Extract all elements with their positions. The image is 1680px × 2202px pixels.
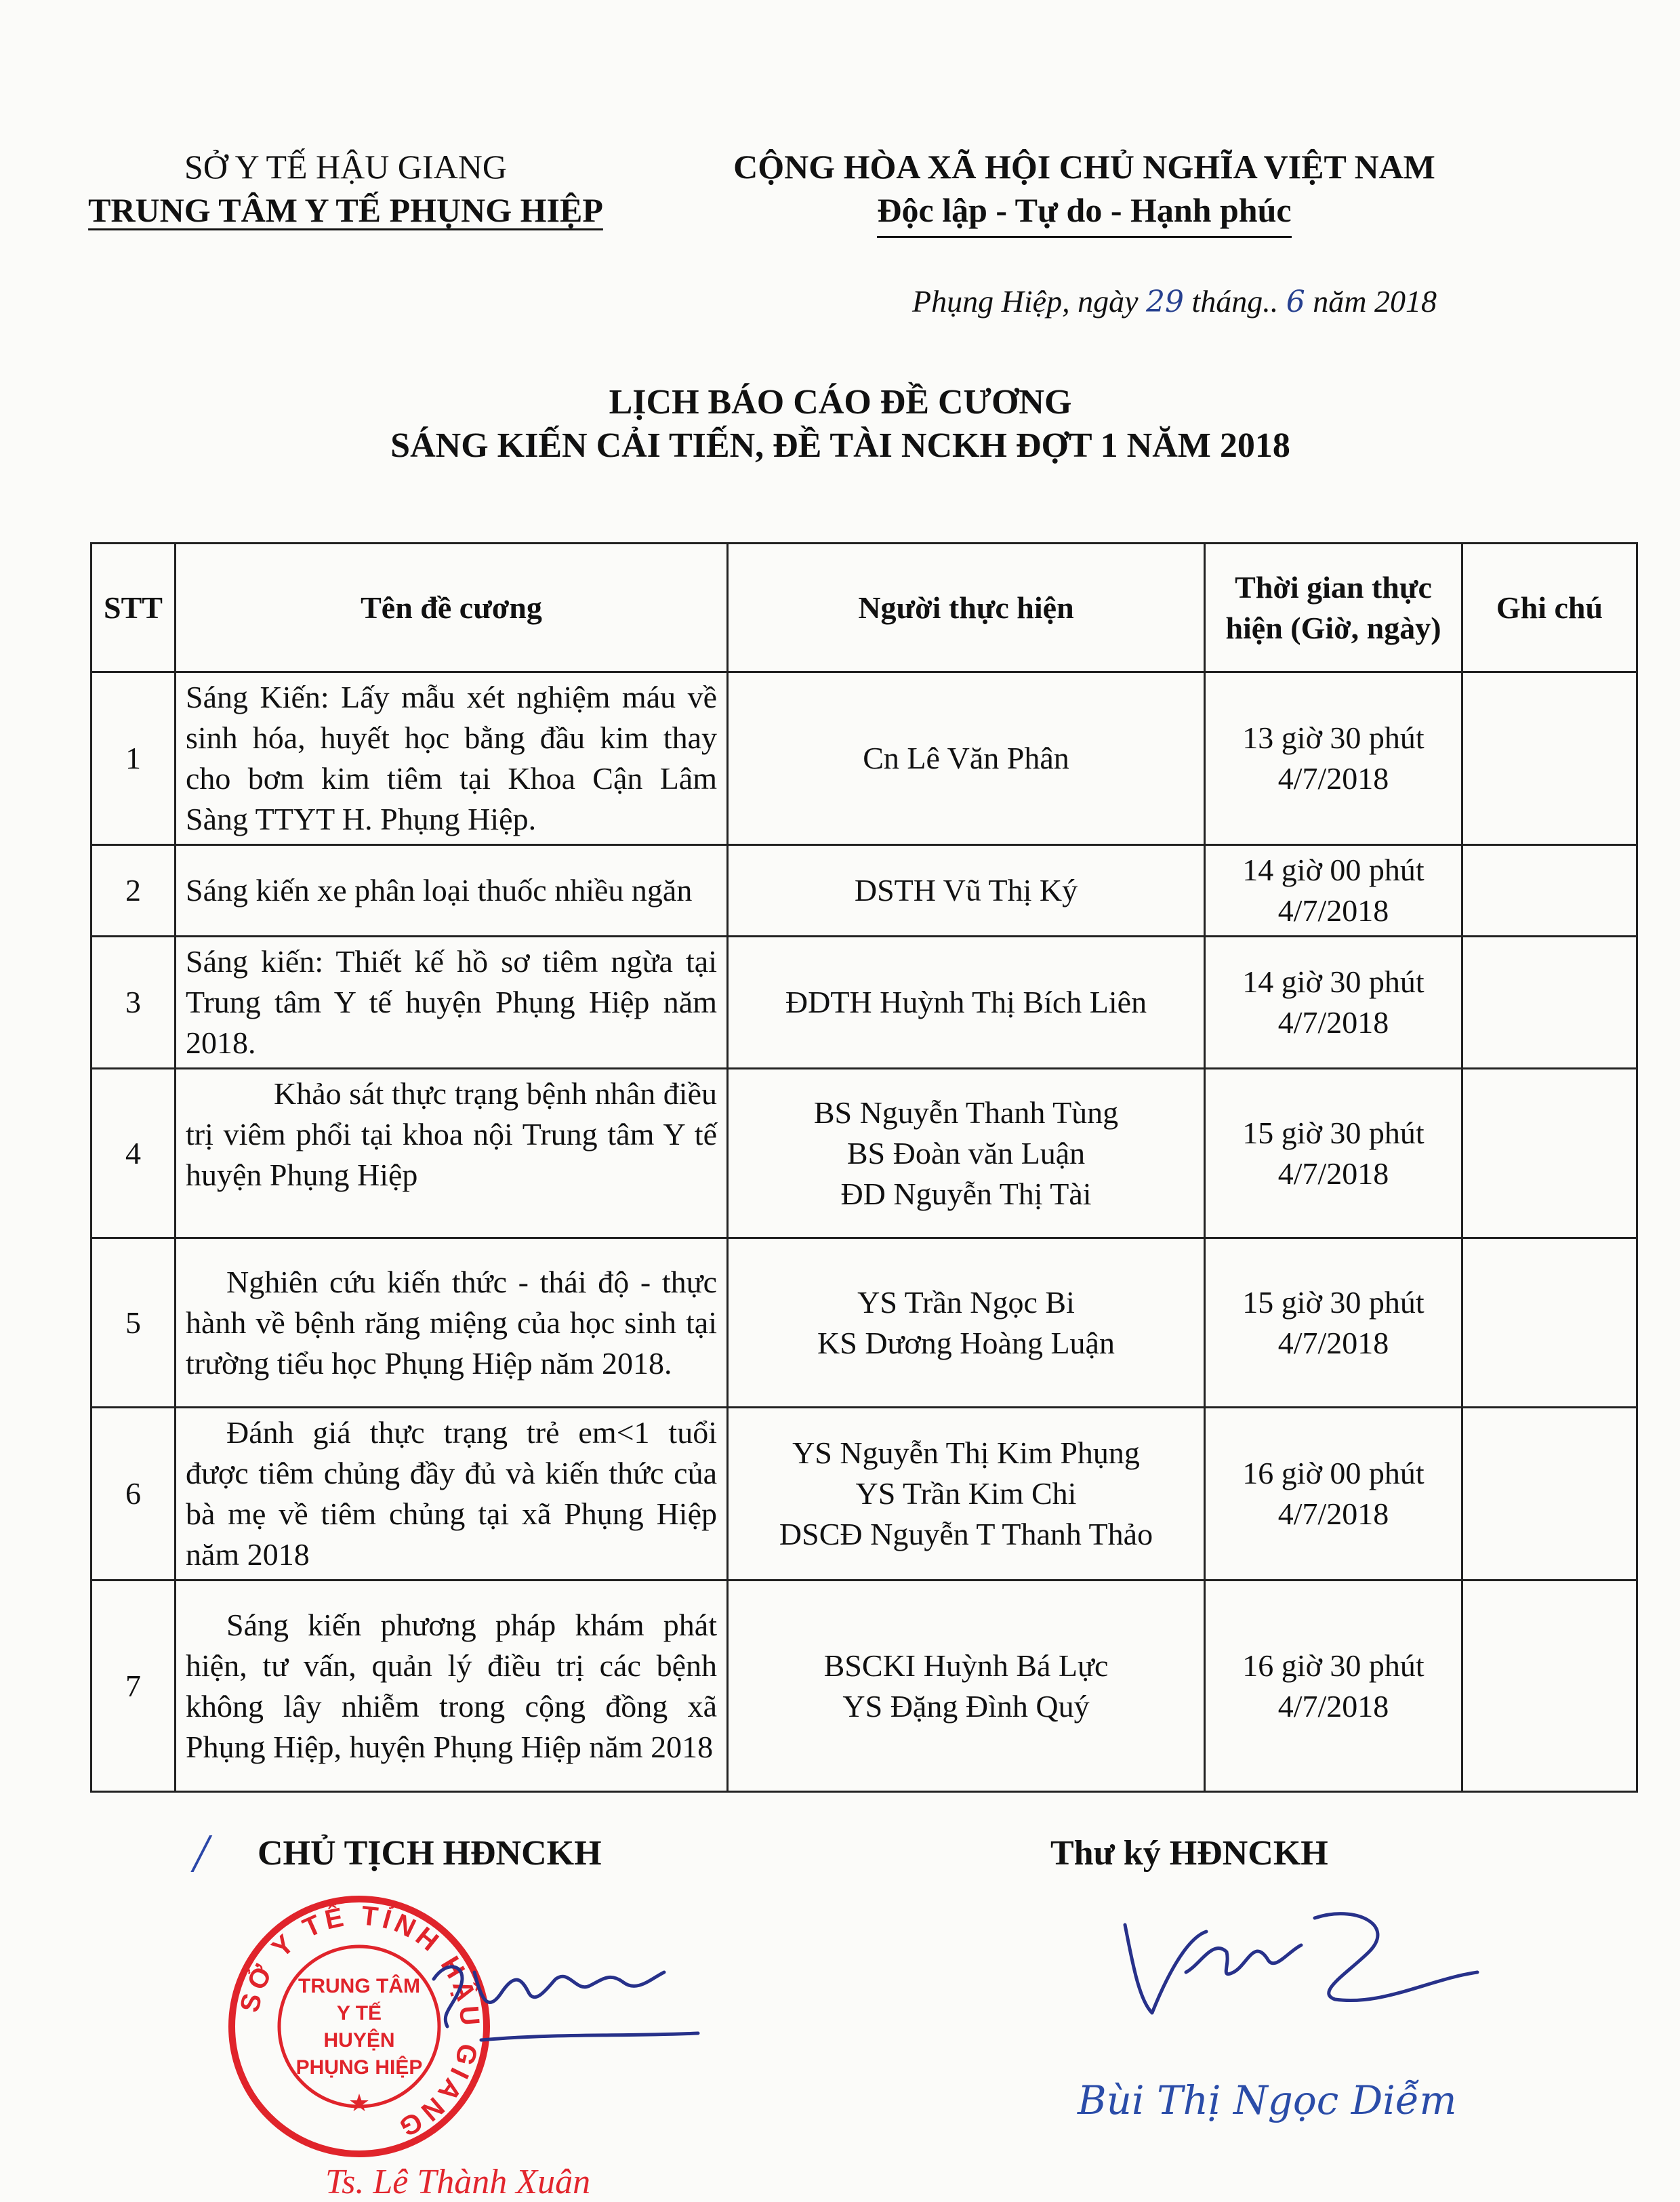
chair-title: CHỦ TỊCH HĐNCKH [258,1834,602,1873]
table-header-row [91,544,1637,672]
row-time: 15 giờ 30 phút 4/7/2018 [1205,1238,1462,1408]
row-title: Đánh giá thực trạng trẻ em<1 tuổi được tiêm chủng đầy đủ và kiến thức của bà mẹ về tiêm chủng tại xã Phụng Hiệp năm 2018 [176,1408,728,1581]
seal-line-3: HUYỆN [323,2029,395,2052]
row-note [1462,672,1637,845]
row-title: Khảo sát thực trạng bệnh nhân điều trị viêm phổi tại khoa nội Trung tâm Y tế huyện Phụng Hiệp [176,1069,728,1238]
row-stt: 1 [91,672,176,845]
table-row [91,1408,1637,1581]
row-stt: 3 [91,937,176,1069]
row-people: BSCKI Huỳnh Bá Lực YS Đặng Đình Quý [728,1581,1205,1792]
title-line-2: SÁNG KIẾN CẢI TIẾN, ĐỀ TÀI NCKH ĐỢT 1 NĂM 2018 [390,426,1290,465]
header-time: Thời gian thực hiện (Giờ, ngày) [1205,544,1462,672]
handwritten-day: 29 [1145,285,1184,319]
seal-ring-text: SỞ Y TẾ TỈNH HẬU GIANG [234,1900,485,2144]
header-stt: STT [91,544,176,672]
secretary-name: Bùi Thị Ngọc Diễm [1078,2077,1457,2123]
row-people: ĐDTH Huỳnh Thị Bích Liên [728,937,1205,1069]
table-row [91,1238,1637,1408]
row-stt: 4 [91,1069,176,1238]
org-name: TRUNG TÂM Y TẾ PHỤNG HIỆP [88,191,603,229]
row-time: 15 giờ 30 phút 4/7/2018 [1205,1069,1462,1238]
secretary-title: Thư ký HĐNCKH [1050,1834,1328,1873]
table-row [91,845,1637,937]
org-parent: SỞ Y TẾ HẬU GIANG [184,148,507,186]
table-row [91,672,1637,845]
row-note [1462,1581,1637,1792]
national-motto: Độc lập - Tự do - Hạnh phúc [637,188,1532,238]
table-row [91,1581,1637,1792]
bottom-partial-text: Ts. Lê Thành Xuân [325,2163,591,2201]
row-people: YS Trần Ngọc Bi KS Dương Hoàng Luận [728,1238,1205,1408]
row-stt: 5 [91,1238,176,1408]
secretary-signature [1111,1898,1491,2033]
row-time: 16 giờ 00 phút 4/7/2018 [1205,1408,1462,1581]
seal-line-1: TRUNG TÂM [298,1975,420,1997]
schedule-table [90,542,1638,1793]
row-time: 13 giờ 30 phút 4/7/2018 [1205,672,1462,845]
row-time: 16 giờ 30 phút 4/7/2018 [1205,1581,1462,1792]
row-title: Sáng kiến xe phân loại thuốc nhiều ngăn [176,845,728,937]
row-people: DSTH Vũ Thị Ký [728,845,1205,937]
row-note [1462,937,1637,1069]
seal-line-2: Y TẾ [336,2002,382,2024]
national-header [637,145,1532,238]
row-title: Sáng kiến: Thiết kế hồ sơ tiêm ngừa tại Trung tâm Y tế huyện Phụng Hiệp năm 2018. [176,937,728,1069]
handwritten-month: 6 [1286,285,1305,319]
seal-line-4: PHỤNG HIỆP [295,2056,423,2079]
row-stt: 7 [91,1581,176,1792]
row-time: 14 giờ 00 phút 4/7/2018 [1205,845,1462,937]
document-title [190,381,1491,468]
header-note: Ghi chú [1462,544,1637,672]
row-note [1462,1069,1637,1238]
row-note [1462,1238,1637,1408]
header-person: Người thực hiện [728,544,1205,672]
row-time: 14 giờ 30 phút 4/7/2018 [1205,937,1462,1069]
issuing-organization [54,145,637,232]
date-line: Phụng Hiệp, ngày 29 tháng.. 6 năm 2018 [912,284,1437,319]
row-people: BS Nguyễn Thanh Tùng BS Đoàn văn Luận ĐD Nguyễn Thị Tài [728,1069,1205,1238]
row-people: YS Nguyễn Thị Kim Phụng YS Trần Kim Chi DSCĐ Nguyễn T Thanh Thảo [728,1408,1205,1581]
row-title: Sáng kiến phương pháp khám phát hiện, tư vấn, quản lý điều trị các bệnh không lây nhiễm trong cộng đồng xã Phụng Hiệp, huyện Phụng Hiệp năm 2018 [176,1581,728,1792]
row-stt: 2 [91,845,176,937]
table-row [91,937,1637,1069]
row-people: Cn Lê Văn Phân [728,672,1205,845]
svg-text:★: ★ [348,2089,371,2117]
nation-name: CỘNG HÒA XÃ HỘI CHỦ NGHĨA VIỆT NAM [733,148,1435,186]
row-title: Sáng Kiến: Lấy mẫu xét nghiệm máu về sinh hóa, huyết học bằng đầu kim thay cho bơm kim tiêm tại Khoa Cận Lâm Sàng TTYT H. Phụng Hiệp. [176,672,728,845]
row-note [1462,1408,1637,1581]
row-title: Nghiên cứu kiến thức - thái độ - thực hành về bệnh răng miệng của học sinh tại trường tiểu học Phụng Hiệp năm 2018. [176,1238,728,1408]
title-line-1: LỊCH BÁO CÁO ĐỀ CƯƠNG [609,383,1072,422]
chair-signature [420,1932,705,2067]
row-note [1462,845,1637,937]
handwritten-mark: / [193,1824,209,1883]
header-name: Tên đề cương [176,544,728,672]
row-stt: 6 [91,1408,176,1581]
table-row [91,1069,1637,1238]
